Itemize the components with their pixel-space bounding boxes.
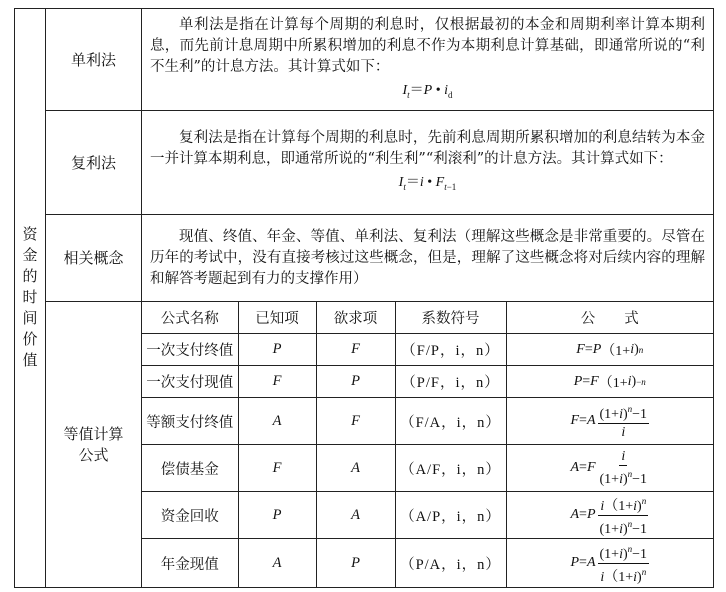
header-row xyxy=(142,302,713,334)
compound-interest-formula: $I_t=i$ • $F_{t-1}$ xyxy=(398,175,457,193)
related-concepts-description xyxy=(142,214,714,301)
table-row xyxy=(142,334,713,366)
col-header: 欲求项 xyxy=(316,302,395,334)
compound-interest-label: 复利法 xyxy=(46,110,142,214)
side-char: 值 xyxy=(22,351,38,370)
formula-name: 一次支付现值 xyxy=(142,366,238,398)
formula-name: 偿债基金 xyxy=(142,445,238,492)
equivalence-formula-label xyxy=(46,301,142,587)
equivalence-formula-cell xyxy=(142,301,714,587)
table-row xyxy=(142,445,713,492)
formula-expression: P = F （1+ i ) −n xyxy=(506,366,713,398)
table-row xyxy=(142,366,713,398)
known-item: A xyxy=(238,398,316,445)
simple-interest-description xyxy=(142,9,714,111)
factor-symbol: （A/F，i，n） xyxy=(395,445,506,492)
table-row xyxy=(142,398,713,445)
formula-expression: P = A $\frac{(1+i)^n-1}{i(1+i)^n}$ xyxy=(506,539,713,587)
known-item: P xyxy=(238,492,316,539)
formula-name: 一次支付终值 xyxy=(142,334,238,366)
sought-item: F xyxy=(316,334,395,366)
compound-interest-description xyxy=(142,110,714,214)
col-header: 公式名称 xyxy=(142,302,238,334)
table-row xyxy=(142,539,713,587)
formula-name: 资金回收 xyxy=(142,492,238,539)
known-item: F xyxy=(238,366,316,398)
known-item: P xyxy=(238,334,316,366)
factor-symbol: （F/P，i，n） xyxy=(395,334,506,366)
factor-symbol: （F/A，i，n） xyxy=(395,398,506,445)
time-value-table xyxy=(14,8,714,588)
compound-interest-text: 复利法是指在计算每个周期的利息时，先前利息周期所累积增加的利息结转为本金一并计算本期利息，即通常所说的“利生利”“利滚利”的计息方法。其计算式如下： xyxy=(150,130,705,168)
simple-interest-text: 单利法是指在计算每个周期的利息时，仅根据最初的本金和周期利率计算本期利息，而先前计息周期中所累积增加的利息不作为本期利息计算基础，即通常所说的“利不生利”的计息方法。其计算式如下： xyxy=(150,17,705,75)
formula-expression: A = P $\frac{i(1+i)^n}{(1+i)^n-1}$ xyxy=(506,492,713,539)
side-char: 价 xyxy=(22,330,38,349)
side-char: 的 xyxy=(22,267,38,286)
formula-expression: F = A $\frac{(1+i)^n-1}{i}$ xyxy=(506,398,713,445)
equivalence-label-line1: 等值计算 xyxy=(63,425,124,444)
formula-expression: A = F $\frac{i}{(1+i)^n-1}$ xyxy=(506,445,713,492)
factor-symbol: （P/A，i，n） xyxy=(395,539,506,587)
simple-interest-formula: $I_t=P$ • $i_d$ xyxy=(402,83,453,100)
factor-symbol: （P/F，i，n） xyxy=(395,366,506,398)
sought-item: A xyxy=(316,492,395,539)
formula-name: 年金现值 xyxy=(142,539,238,587)
sought-item: P xyxy=(316,366,395,398)
table-row xyxy=(142,492,713,539)
equivalence-label-line2: 公式 xyxy=(78,446,109,465)
sought-item: F xyxy=(316,398,395,445)
col-header: 系数符号 xyxy=(395,302,506,334)
related-concepts-label: 相关概念 xyxy=(46,214,142,301)
simple-interest-label: 单利法 xyxy=(46,9,142,111)
col-header: 已知项 xyxy=(238,302,316,334)
col-header: 公 式 xyxy=(506,302,713,334)
known-item: F xyxy=(238,445,316,492)
formula-name: 等额支付终值 xyxy=(142,398,238,445)
side-char: 资 xyxy=(22,225,38,244)
side-char: 金 xyxy=(22,246,38,265)
formula-expression: F = P （1+ i ) n xyxy=(506,334,713,366)
sought-item: P xyxy=(316,539,395,587)
side-category-label xyxy=(15,9,46,588)
side-char: 时 xyxy=(22,288,38,307)
sought-item: A xyxy=(316,445,395,492)
factor-symbol: （A/P，i，n） xyxy=(395,492,506,539)
equivalence-formula-table xyxy=(142,302,713,587)
known-item: A xyxy=(238,539,316,587)
related-concepts-text: 现值、终值、年金、等值、单利法、复利法（理解这些概念是非常重要的。尽管在历年的考试中，没有直接考核过这些概念，但是，理解了这些概念将对后续内容的理解和解答考题起到有力的支撑作用） xyxy=(150,229,705,288)
side-char: 间 xyxy=(22,309,38,328)
